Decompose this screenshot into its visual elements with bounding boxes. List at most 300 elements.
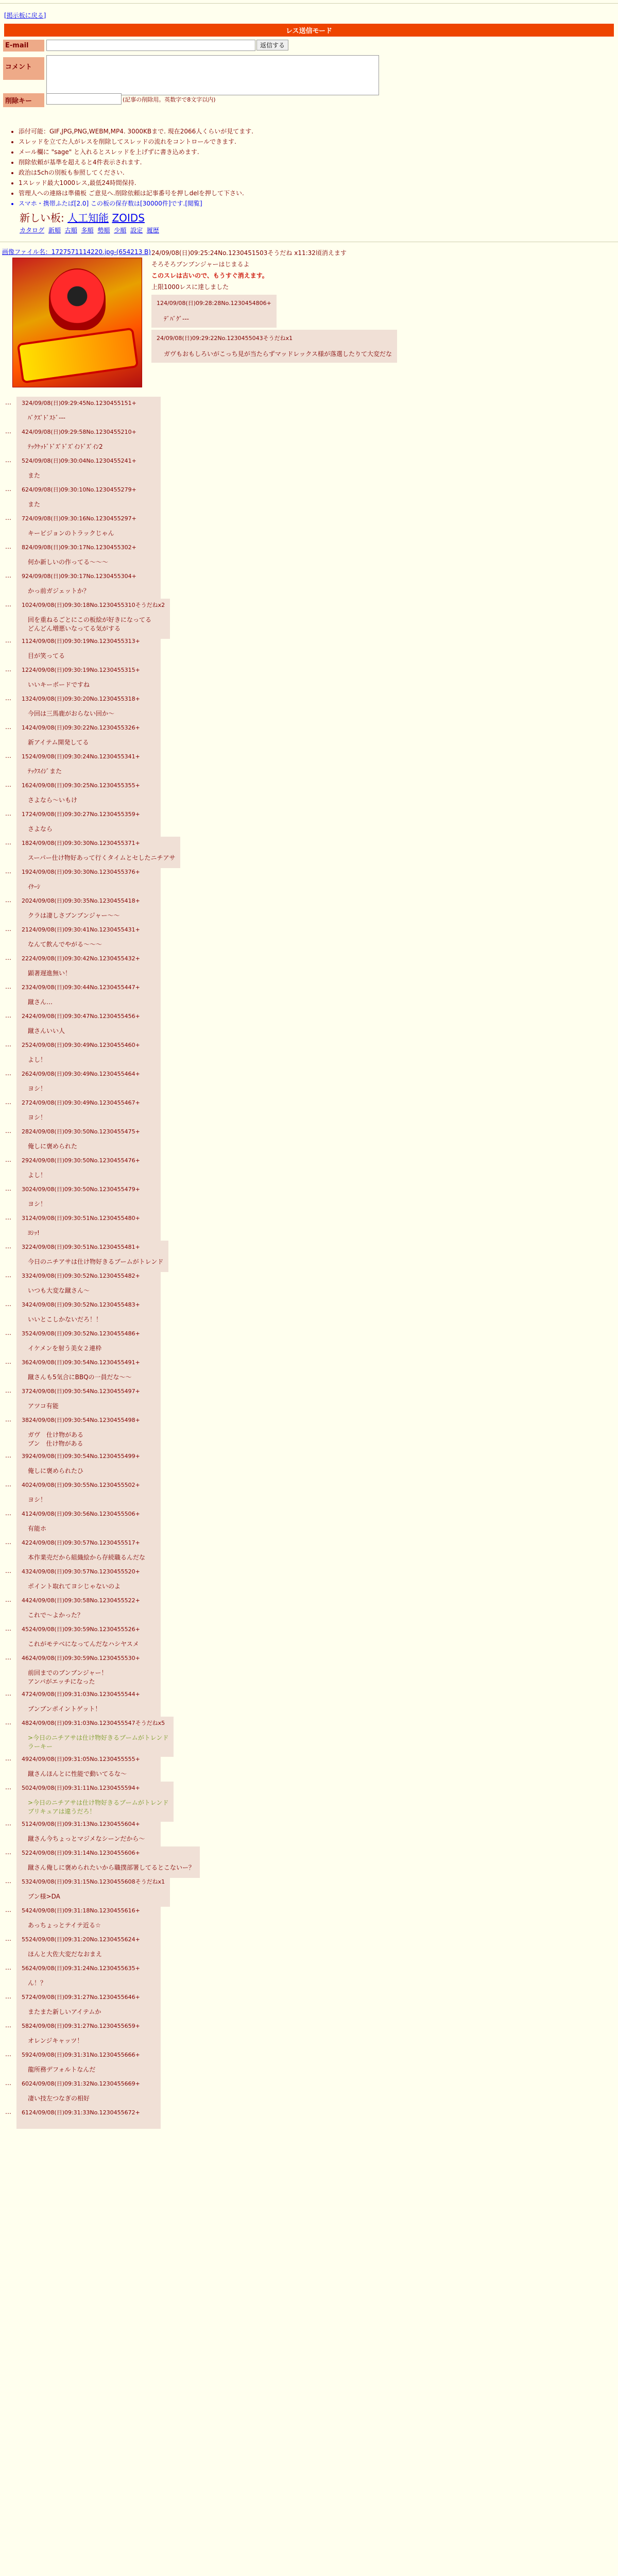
- reply-indent-marker: …: [5, 868, 11, 875]
- reply-indent-marker: …: [5, 1625, 11, 1632]
- reply-box: [16, 397, 161, 428]
- reply-post: [5, 1385, 618, 1414]
- reply-box: [16, 1241, 168, 1272]
- reply-meta[interactable]: 5324/09/08(日)09:31:15No.1230455608そうだねx1: [22, 1878, 165, 1885]
- reply-body: 回を重ねるごとにこの板絵が好きになってる どんどん増悪いなってる気がする: [28, 616, 152, 632]
- reply-indent-marker: …: [5, 637, 11, 644]
- reply-body: ヨシ！: [28, 1200, 47, 1208]
- reply-meta[interactable]: 4824/09/08(日)09:31:03No.1230455547そうだねx5: [22, 1720, 165, 1726]
- reply-indent-marker: …: [5, 601, 11, 608]
- comment-label: コメント: [3, 57, 44, 80]
- inline-reply-meta: 24/09/08(日)09:29:22No.1230455043そうだねx1: [157, 335, 293, 342]
- reply-post: [5, 1183, 618, 1212]
- reply-box: [16, 512, 161, 544]
- reply-meta[interactable]: 5124/09/08(日)09:31:13No.1230455604+: [22, 1821, 140, 1827]
- reply-indent-marker: …: [5, 1358, 11, 1365]
- reply-post: [5, 1623, 618, 1652]
- reply-post: [5, 664, 618, 692]
- reply-box: [16, 2077, 161, 2109]
- reply-post: [5, 721, 618, 750]
- reply-meta[interactable]: 924/09/08(日)09:30:17No.1230455304+: [22, 573, 136, 580]
- reply-body: ﾃｯｸｽｲｼﾞまた: [28, 768, 62, 775]
- inline-reply-meta: 124/09/08(日)09:28:28No.1230454806+: [157, 300, 271, 307]
- reply-body: イケメンを射う美女２連枠: [28, 1345, 102, 1352]
- rule-item: • スマホ・携帯ふたば[2.0] この板の保存数は[30000件]です.[閲覧]: [19, 198, 618, 209]
- reply-post: [5, 1096, 618, 1125]
- cat-many[interactable]: 多順: [81, 227, 94, 234]
- reply-meta[interactable]: 4624/09/08(日)09:30:59No.1230455530+: [22, 1655, 140, 1662]
- reply-post: [5, 1450, 618, 1479]
- reply-body: あっちょっとテイテ近る☆: [28, 1922, 101, 1929]
- inline-reply: [151, 330, 397, 363]
- reply-body: 蹴さん今ちょっとマジメなシーンだから～: [28, 1835, 145, 1842]
- reply-meta[interactable]: 1924/09/08(日)09:30:30No.1230455376+: [22, 869, 140, 875]
- reply-meta[interactable]: 624/09/08(日)09:30:10No.1230455279+: [22, 486, 136, 493]
- email-field[interactable]: [46, 40, 255, 51]
- inline-reply: [151, 295, 277, 328]
- comment-textarea[interactable]: [46, 55, 379, 95]
- reply-body: ブンブンポイントゲット！: [28, 1705, 101, 1713]
- reply-indent-marker: …: [5, 1416, 11, 1423]
- reply-meta[interactable]: 2824/09/08(日)09:30:50No.1230455475+: [22, 1128, 140, 1135]
- cat-history[interactable]: 履歴: [146, 227, 159, 234]
- reply-meta[interactable]: 2424/09/08(日)09:30:47No.1230455456+: [22, 1013, 140, 1020]
- reply-meta[interactable]: 6124/09/08(日)09:31:33No.1230455672+: [22, 2109, 140, 2116]
- reply-post: [5, 923, 618, 952]
- rule-item: • 1スレッド最大1000レス,最低24時間保持.: [19, 178, 618, 188]
- reply-meta[interactable]: 1424/09/08(日)09:30:22No.1230455326+: [22, 724, 140, 731]
- reply-body: よし！: [28, 1172, 47, 1179]
- op-line: そろそろブンブンジャーはじまるよ: [151, 261, 250, 268]
- reply-body: さよなら: [28, 825, 53, 833]
- reply-box: [16, 1298, 161, 1330]
- reply-meta[interactable]: 3824/09/08(日)09:30:54No.1230455498+: [22, 1417, 140, 1423]
- reply-post: [5, 1565, 618, 1594]
- reply-post: [5, 1327, 618, 1356]
- reply-meta[interactable]: 1324/09/08(日)09:30:20No.1230455318+: [22, 696, 140, 702]
- board-rules: [19, 126, 618, 209]
- reply-form: [3, 40, 618, 105]
- reply-meta[interactable]: 2124/09/08(日)09:30:41No.1230455431+: [22, 926, 140, 933]
- reply-indent-marker: …: [5, 1784, 11, 1791]
- op-post: [2, 247, 618, 397]
- reply-meta[interactable]: 1624/09/08(日)09:30:25No.1230455355+: [22, 782, 140, 789]
- reply-indent-marker: …: [5, 1654, 11, 1661]
- reply-meta[interactable]: 5924/09/08(日)09:31:31No.1230455666+: [22, 2052, 140, 2058]
- reply-box: [16, 1269, 161, 1301]
- reply-box: [16, 1385, 161, 1416]
- rule-item: • メール欄に "sage" と入れるとスレッドを上げずに書き込めます.: [19, 147, 618, 157]
- reply-indent-marker: …: [5, 399, 11, 406]
- op-text-block: [151, 247, 605, 363]
- reply-box: [16, 1962, 161, 1993]
- reply-box: [16, 779, 161, 810]
- reply-post: [5, 1904, 618, 1933]
- reply-box: [16, 750, 161, 782]
- reply-box: [16, 1327, 161, 1359]
- reply-box: [16, 923, 161, 955]
- reply-box: [16, 1818, 161, 1849]
- reply-body: またまた新しいアイテムか: [28, 2008, 101, 2015]
- reply-indent-marker: …: [5, 1214, 11, 1221]
- reply-indent-marker: …: [5, 1185, 11, 1192]
- reply-body: 前回までのブンブンジャー！ アンバがエッチになった: [28, 1669, 108, 1685]
- reply-meta[interactable]: 1724/09/08(日)09:30:27No.1230455359+: [22, 811, 140, 818]
- reply-body: アツコ有能: [28, 1402, 59, 1410]
- reply-post: [5, 1652, 618, 1688]
- top-rule: [0, 0, 618, 4]
- reply-box: [16, 721, 161, 753]
- reply-meta[interactable]: 5824/09/08(日)09:31:27No.1230455659+: [22, 2023, 140, 2029]
- new-board-link-ai[interactable]: 人工知能: [67, 212, 109, 224]
- reply-body: また: [28, 472, 41, 479]
- reply-box: [16, 1356, 161, 1387]
- reply-post: [5, 1717, 618, 1753]
- reply-indent-marker: …: [5, 1964, 11, 1971]
- reply-body: オレンジキャッツ！: [28, 2037, 83, 2044]
- reply-indent-marker: …: [5, 896, 11, 904]
- reply-meta[interactable]: 724/09/08(日)09:30:16No.1230455297+: [22, 515, 136, 522]
- reply-meta[interactable]: 2924/09/08(日)09:30:50No.1230455476+: [22, 1157, 140, 1164]
- reply-box: [16, 599, 170, 639]
- reply-box: [16, 1753, 161, 1784]
- reply-post: [5, 1536, 618, 1565]
- reply-box: [16, 1067, 161, 1099]
- reply-post: [5, 1933, 618, 1962]
- reply-body: 龍所務デフォルトなんだ: [28, 2066, 96, 2073]
- op-thumbnail-image[interactable]: [12, 258, 142, 387]
- reply-body: 蹴さんいい人: [28, 1027, 65, 1035]
- reply-body: 蹴さん俺しに褒められたいから職撲部署してるとこないー？: [28, 1864, 195, 1871]
- reply-body: よし！: [28, 1056, 47, 1063]
- reply-meta[interactable]: 1224/09/08(日)09:30:19No.1230455315+: [22, 667, 140, 673]
- reply-indent-marker: …: [5, 1719, 11, 1726]
- logo-art: [17, 328, 139, 384]
- reply-indent-marker: …: [5, 666, 11, 673]
- reply-meta[interactable]: 1824/09/08(日)09:30:30No.1230455371+: [22, 840, 140, 846]
- reply-body: ヨシ！: [28, 1496, 47, 1503]
- back-to-board-link[interactable]: [掲示板に戻る]: [4, 12, 46, 19]
- reply-meta[interactable]: 4224/09/08(日)09:30:57No.1230455517+: [22, 1539, 140, 1546]
- reply-body: ﾃｯｸｹｯﾄﾞﾄﾞｽﾞﾄﾞｽﾞｲﾝﾄﾞｽﾞｲﾝ2: [28, 443, 103, 450]
- reply-box: [16, 1652, 161, 1692]
- reply-indent-marker: …: [5, 2108, 11, 2115]
- reply-meta[interactable]: 2024/09/08(日)09:30:35No.1230455418+: [22, 897, 140, 904]
- reply-post: [5, 1962, 618, 1991]
- reply-meta[interactable]: 3524/09/08(日)09:30:52No.1230455486+: [22, 1330, 140, 1337]
- reply-body: クラは凄しさブンブンジャー～～: [28, 912, 120, 919]
- reply-box: [16, 426, 161, 457]
- reply-body: 蹴さんほんとに性能で動いてるな～: [28, 1770, 127, 1777]
- category-links: [20, 226, 618, 234]
- reply-meta[interactable]: 4424/09/08(日)09:30:58No.1230455522+: [22, 1597, 140, 1604]
- reply-body: キービジョンのトラックじゃん: [28, 530, 114, 537]
- email-label: E-mail: [3, 40, 44, 52]
- reply-post: [5, 599, 618, 635]
- reply-indent-marker: …: [5, 428, 11, 435]
- reply-box: [16, 2020, 161, 2051]
- reply-indent-marker: …: [5, 2022, 11, 2029]
- reply-box: [16, 1594, 161, 1625]
- reply-box: [16, 1039, 161, 1070]
- reply-post: [5, 483, 618, 512]
- reply-box: [16, 2048, 161, 2080]
- reply-indent-marker: …: [5, 572, 11, 579]
- reply-body: 何か新しいの作ってる～～～: [28, 558, 109, 566]
- reply-indent-marker: …: [5, 925, 11, 933]
- reply-box: [16, 1565, 161, 1597]
- reply-indent-marker: …: [5, 839, 11, 846]
- reply-box: [16, 1782, 174, 1822]
- reply-meta[interactable]: 2524/09/08(日)09:30:49No.1230455460+: [22, 1042, 140, 1048]
- submit-button[interactable]: 返信する: [256, 40, 288, 50]
- reply-box: [16, 981, 161, 1012]
- reply-post: [5, 808, 618, 837]
- reply-box: [16, 1688, 161, 1719]
- reply-meta[interactable]: 3924/09/08(日)09:30:54No.1230455499+: [22, 1453, 140, 1460]
- hero-mask-art: [49, 268, 106, 330]
- reply-post: [5, 2077, 618, 2106]
- reply-indent-marker: …: [5, 1820, 11, 1827]
- reply-post: [5, 1010, 618, 1039]
- reply-post: [5, 1782, 618, 1818]
- delkey-note: (記事の削除用。英数字で8文字以内): [123, 96, 216, 103]
- reply-body: また: [28, 501, 41, 508]
- reply-post: [5, 1269, 618, 1298]
- delkey-label: 削除キー: [3, 93, 44, 107]
- reply-indent-marker: …: [5, 514, 11, 521]
- cat-few[interactable]: 少順: [114, 227, 127, 234]
- reply-body: >今日のニチアサは仕け物好きるブームがトレンド ラーキー: [28, 1734, 169, 1750]
- reply-box: [16, 1212, 161, 1243]
- reply-meta[interactable]: 424/09/08(日)09:29:58No.1230455210+: [22, 429, 136, 435]
- reply-meta[interactable]: 3424/09/08(日)09:30:52No.1230455483+: [22, 1301, 140, 1308]
- reply-meta[interactable]: 5024/09/08(日)09:31:11No.1230455594+: [22, 1785, 140, 1791]
- reply-body: ﾊﾞｸｽﾞﾄﾞｽﾄﾞ---: [28, 414, 65, 421]
- reply-body: 新アイテム開発してる: [28, 739, 89, 746]
- reply-post: [5, 1991, 618, 2020]
- reply-meta[interactable]: 4524/09/08(日)09:30:59No.1230455526+: [22, 1626, 140, 1633]
- reply-indent-marker: …: [5, 543, 11, 550]
- new-board-line: [20, 210, 618, 225]
- op-file-link[interactable]: 画像ファイル名：1727571114220.jpg-(654213 B): [2, 248, 151, 256]
- reply-body: 蹴さん…: [28, 998, 53, 1006]
- reply-box: [16, 1450, 161, 1481]
- reply-indent-marker: …: [5, 1877, 11, 1885]
- reply-indent-marker: …: [5, 1567, 11, 1574]
- reply-body: 蹴さんも5気合にBBQの一員だな～～: [28, 1374, 132, 1381]
- new-board-prefix: 新しい板:: [20, 212, 64, 224]
- reply-body: 目が笑ってる: [28, 652, 65, 659]
- reply-meta[interactable]: 1124/09/08(日)09:30:19No.1230455313+: [22, 638, 140, 645]
- reply-box: [16, 894, 161, 926]
- reply-post: [5, 1212, 618, 1241]
- op-warning: このスレは古いので、もうすぐ消えます。: [151, 272, 268, 279]
- reply-meta[interactable]: 3224/09/08(日)09:30:51No.1230455481+: [22, 1244, 140, 1250]
- cat-catalog[interactable]: カタログ: [20, 227, 45, 234]
- reply-meta[interactable]: 3324/09/08(日)09:30:52No.1230455482+: [22, 1273, 140, 1279]
- reply-meta[interactable]: 3124/09/08(日)09:30:51No.1230455480+: [22, 1215, 140, 1222]
- reply-box: [16, 1717, 174, 1757]
- reply-box: [16, 1507, 161, 1539]
- reply-post: [5, 750, 618, 779]
- reply-indent-marker: …: [5, 1481, 11, 1488]
- reply-box: [16, 1096, 161, 1128]
- reply-box: [16, 483, 161, 515]
- reply-box: [16, 1875, 170, 1907]
- reply-post: [5, 1753, 618, 1782]
- reply-box: [16, 1991, 161, 2022]
- reply-box: [16, 1125, 161, 1157]
- reply-post: [5, 1507, 618, 1536]
- reply-body: いいキーボードですね: [28, 681, 90, 688]
- reply-indent-marker: …: [5, 1041, 11, 1048]
- reply-meta[interactable]: 3724/09/08(日)09:30:54No.1230455497+: [22, 1388, 140, 1395]
- reply-post: [5, 1594, 618, 1623]
- reply-indent-marker: …: [5, 1538, 11, 1546]
- reply-body: ガヴ 仕け物がある ブン 仕け物がある: [28, 1431, 84, 1447]
- reply-indent-marker: …: [5, 2079, 11, 2087]
- reply-indent-marker: …: [5, 983, 11, 990]
- reply-box: [16, 1183, 161, 1214]
- reply-meta[interactable]: 3024/09/08(日)09:30:50No.1230455479+: [22, 1186, 140, 1193]
- reply-meta[interactable]: 6024/09/08(日)09:31:32No.1230455669+: [22, 2080, 140, 2087]
- reply-post: [5, 635, 618, 664]
- reply-indent-marker: …: [5, 1012, 11, 1019]
- reply-body: 凄い技左つなぎの相好: [28, 2095, 90, 2102]
- reply-post: [5, 1356, 618, 1385]
- cat-old[interactable]: 古順: [64, 227, 77, 234]
- back-link-wrap: [0, 4, 618, 20]
- reply-indent-marker: …: [5, 1098, 11, 1106]
- reply-meta[interactable]: 5524/09/08(日)09:31:20No.1230455624+: [22, 1936, 140, 1943]
- reply-body: これがモテべになってんだなハシヤスメ: [28, 1640, 139, 1648]
- reply-post: [5, 426, 618, 454]
- delkey-field[interactable]: [46, 93, 122, 105]
- reply-body: いつも大変な蹴さん～: [28, 1287, 90, 1294]
- cat-settings[interactable]: 設定: [130, 227, 143, 234]
- reply-body: ん！？: [28, 1979, 47, 1987]
- reply-meta[interactable]: 5424/09/08(日)09:31:18No.1230455616+: [22, 1907, 140, 1914]
- op-limit-line: 上限1000レスに達しました: [151, 283, 229, 291]
- reply-meta[interactable]: 5724/09/08(日)09:31:27No.1230455646+: [22, 1994, 140, 2001]
- reply-indent-marker: …: [5, 1993, 11, 2000]
- rule-item: • スレッドを立てた人がレスを削除してスレッドの流れをコントロールできます.: [19, 137, 618, 147]
- reply-meta[interactable]: 4924/09/08(日)09:31:05No.1230455555+: [22, 1756, 140, 1762]
- reply-post: [5, 1125, 618, 1154]
- reply-indent-marker: …: [5, 1243, 11, 1250]
- reply-indent-marker: …: [5, 2050, 11, 2058]
- reply-post: [5, 1298, 618, 1327]
- reply-indent-marker: …: [5, 752, 11, 759]
- reply-box: [16, 1414, 161, 1454]
- reply-meta[interactable]: 5224/09/08(日)09:31:14No.1230455606+: [22, 1850, 140, 1856]
- reply-body: >今日のニチアサは仕け物好きるブームがトレンド ブリキュアは違うだろ！: [28, 1799, 169, 1815]
- reply-box: [16, 635, 161, 666]
- reply-body: 今日のニチアサは仕け物好きるブームがトレンド: [28, 1258, 164, 1265]
- reply-box: [16, 1933, 161, 1964]
- reply-meta[interactable]: 1024/09/08(日)09:30:18No.1230455310そうだねx2: [22, 602, 165, 608]
- rule-item: • 削除依頼が基準を超えると4件表示されます.: [19, 157, 618, 167]
- reply-box: [16, 1623, 161, 1654]
- reply-meta[interactable]: 2224/09/08(日)09:30:42No.1230455432+: [22, 955, 140, 962]
- reply-post: [5, 981, 618, 1010]
- reply-post: [5, 2020, 618, 2048]
- reply-meta[interactable]: 4024/09/08(日)09:30:55No.1230455502+: [22, 1482, 140, 1488]
- reply-meta[interactable]: 3624/09/08(日)09:30:54No.1230455491+: [22, 1359, 140, 1366]
- reply-box: [16, 454, 161, 486]
- reply-post: [5, 1818, 618, 1846]
- reply-box: [16, 664, 161, 695]
- reply-meta[interactable]: 4324/09/08(日)09:30:57No.1230455520+: [22, 1568, 140, 1575]
- reply-body: ポイント取れてヨシじゃないのよ: [28, 1583, 121, 1590]
- reply-meta[interactable]: 2624/09/08(日)09:30:49No.1230455464+: [22, 1071, 140, 1077]
- reply-box: [16, 692, 161, 724]
- reply-meta[interactable]: 324/09/08(日)09:29:45No.1230455151+: [22, 400, 136, 406]
- reply-body: 今回は三馬鹿がおらない回か～: [28, 710, 115, 717]
- reply-box: [16, 808, 161, 839]
- reply-post: [5, 692, 618, 721]
- reply-body: 俺しに褒められた: [28, 1143, 78, 1150]
- cat-hot[interactable]: 勢順: [97, 227, 110, 234]
- reply-meta[interactable]: 5624/09/08(日)09:31:24No.1230455635+: [22, 1965, 140, 1972]
- reply-body: スーパー仕け物好あって行くタイムとセしたニチアサ: [28, 854, 176, 861]
- reply-post: [5, 2106, 618, 2135]
- reply-body: ｲｹｰｼ: [28, 883, 41, 890]
- reply-post: [5, 454, 618, 483]
- reply-meta[interactable]: 2724/09/08(日)09:30:49No.1230455467+: [22, 1099, 140, 1106]
- reply-post: [5, 1414, 618, 1450]
- reply-post: [5, 1846, 618, 1875]
- reply-box: [16, 1154, 161, 1185]
- reply-body: 顕著遅進無い！: [28, 970, 72, 977]
- reply-mode-bar: レス送信モード: [4, 24, 614, 37]
- reply-box: [16, 541, 161, 572]
- reply-indent-marker: …: [5, 1849, 11, 1856]
- reply-body: さよなら～いもけ: [28, 796, 78, 804]
- reply-body: ヨシ！: [28, 1085, 47, 1092]
- reply-box: [16, 1479, 161, 1510]
- reply-indent-marker: …: [5, 781, 11, 788]
- reply-meta[interactable]: 4724/09/08(日)09:31:03No.1230455544+: [22, 1691, 140, 1698]
- reply-post: [5, 1154, 618, 1183]
- reply-indent-marker: …: [5, 1070, 11, 1077]
- rule-item: • 管理人への連絡は準備板 ご意見へ.削除依頼は記事番号を押しdelを押して下さい.: [19, 188, 618, 198]
- reply-meta[interactable]: 2324/09/08(日)09:30:44No.1230455447+: [22, 984, 140, 991]
- reply-indent-marker: …: [5, 694, 11, 702]
- reply-list: [0, 397, 618, 2135]
- reply-post: [5, 1241, 618, 1269]
- reply-indent-marker: …: [5, 723, 11, 731]
- reply-meta[interactable]: 524/09/08(日)09:30:04No.1230455241+: [22, 457, 136, 464]
- reply-indent-marker: …: [5, 1596, 11, 1603]
- reply-body: 有能ホ: [28, 1525, 47, 1532]
- reply-meta[interactable]: 1524/09/08(日)09:30:24No.1230455341+: [22, 753, 140, 760]
- reply-box: [16, 866, 161, 897]
- reply-box: [16, 1010, 161, 1041]
- reply-indent-marker: …: [5, 1387, 11, 1394]
- new-board-link-zoids[interactable]: ZOIDS: [112, 212, 145, 224]
- op-header: 24/09/08(日)09:25:24No.1230451503そうだね x11:32頃消えます: [151, 249, 347, 257]
- reply-body: これで～よかった？: [28, 1612, 84, 1619]
- reply-indent-marker: …: [5, 1690, 11, 1697]
- reply-indent-marker: …: [5, 1906, 11, 1913]
- cat-new[interactable]: 新順: [48, 227, 61, 234]
- reply-post: [5, 1688, 618, 1717]
- reply-meta[interactable]: 4124/09/08(日)09:30:56No.1230455506+: [22, 1511, 140, 1517]
- reply-box: [16, 1536, 161, 1568]
- reply-meta[interactable]: 824/09/08(日)09:30:17No.1230455302+: [22, 544, 136, 551]
